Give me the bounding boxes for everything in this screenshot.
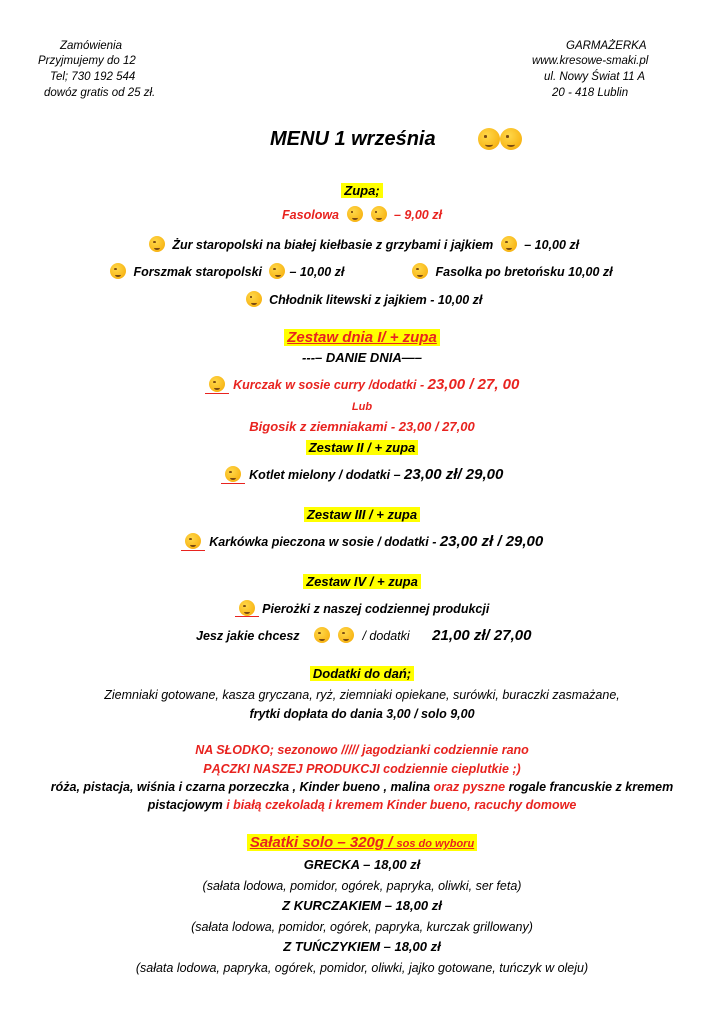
contact-line: Przyjmujemy do 12 — [38, 55, 136, 67]
sweet-more: i białą czekoladą i kremem Kinder bueno, racuchy domowe — [222, 798, 577, 812]
shop-name: GARMAŻERKA — [566, 40, 647, 52]
set4-dodatki: / dodatki — [362, 629, 410, 643]
wink-emoji-icon — [501, 236, 517, 252]
salad-chicken: Z KURCZAKIEM – 18,00 zł — [282, 898, 442, 913]
set3-price: 23,00 zł / 29,00 — [439, 533, 544, 550]
wink-emoji-icon — [185, 533, 201, 549]
soup-chlodnik: Chłodnik litewski z jajkiem - 10,00 zł — [269, 293, 483, 307]
wink-emoji-icon — [478, 128, 500, 150]
salads-heading: Sałatki solo – 320g / — [249, 834, 397, 851]
soup-forszmak-price: – 10,00 zł — [289, 265, 345, 279]
sweet-line: PĄCZKI NASZEJ PRODUKCJI codziennie cieplutkie ;) — [203, 762, 521, 776]
salad-tuna-desc: (sałata lodowa, papryka, ogórek, pomidor, oliwki, jajko gotowane, tuńczyk w oleju) — [135, 961, 589, 975]
set4-price: 21,00 zł/ 27,00 — [432, 627, 532, 644]
sweet-flavours: róża, pistacja, wiśnia i czarna porzeczka , Kinder bueno , malina — [50, 780, 434, 794]
wink-emoji-icon — [338, 627, 354, 643]
set1-item1: Kurczak w sosie curry /dodatki - — [233, 378, 428, 392]
danie-dnia-heading: ---– DANIE DNIA—– — [302, 350, 422, 365]
wink-emoji-icon — [314, 627, 330, 643]
website-link[interactable]: www.kresowe-smaki.pl — [532, 55, 649, 67]
page-title: MENU 1 września — [270, 128, 436, 150]
wink-emoji-icon — [209, 376, 225, 392]
wink-emoji-icon — [225, 466, 241, 482]
or-label: Lub — [351, 401, 373, 413]
wink-emoji-icon — [371, 206, 387, 222]
set1-item2: Bigosik z ziemniakami - 23,00 / 27,00 — [249, 419, 475, 434]
sweet-croissants: rogale francuskie z kremem — [505, 780, 674, 794]
set4-heading: Zestaw IV / + zupa — [303, 574, 421, 589]
extras-heading: Dodatki do dań; — [310, 666, 414, 681]
wink-emoji-icon — [500, 128, 522, 150]
set2-price: 23,00 zł/ 29,00 — [404, 466, 504, 483]
salad-greek-desc: (sałata lodowa, pomidor, ogórek, papryka, oliwki, ser feta) — [202, 879, 522, 893]
wink-emoji-icon — [246, 291, 262, 307]
extras-line: frytki dopłata do dania 3,00 / solo 9,00 — [249, 707, 475, 721]
soup-zur-price: – 10,00 zł — [524, 238, 580, 252]
wink-emoji-icon — [269, 263, 285, 279]
set3-heading: Zestaw III / + zupa — [304, 507, 420, 522]
wink-emoji-icon — [347, 206, 363, 222]
salads-sauce-note: sos do wyboru — [396, 838, 475, 850]
set2-heading: Zestaw II / + zupa — [306, 440, 419, 455]
salad-chicken-desc: (sałata lodowa, pomidor, ogórek, papryka, kurczak grillowany) — [191, 920, 533, 934]
set1-heading: Zestaw dnia I/ + zupa — [284, 329, 440, 346]
salad-greek: GRECKA – 18,00 zł — [303, 857, 421, 872]
soup-fasolka: Fasolka po bretońsku 10,00 zł — [435, 265, 613, 279]
address-city: 20 - 418 Lublin — [552, 87, 629, 99]
set2-item: Kotlet mielony / dodatki – — [249, 468, 405, 482]
soup-fasolowa-price: – 9,00 zł — [393, 208, 442, 222]
contact-phone: Tel; 730 192 544 — [50, 71, 136, 83]
extras-line: Ziemniaki gotowane, kasza gryczana, ryż, ziemniaki opiekane, surówki, buraczki zasmażane, — [104, 688, 620, 702]
wink-emoji-icon — [412, 263, 428, 279]
soup-heading: Zupa; — [341, 183, 382, 198]
address-street: ul. Nowy Świat 11 A — [544, 71, 645, 83]
set1-item1-price: 23,00 / 27, 00 — [427, 376, 520, 393]
soup-fasolowa: Fasolowa — [282, 208, 340, 222]
sweet-line: NA SŁODKO; sezonowo ///// jagodzianki codziennie rano — [195, 743, 529, 757]
contact-line: Zamówienia — [60, 40, 122, 52]
salad-tuna: Z TUŃCZYKIEM – 18,00 zł — [283, 939, 441, 954]
set4-item: Pierożki z naszej codziennej produkcji — [262, 602, 490, 616]
set3-item: Karkówka pieczona w sosie / dodatki - — [209, 535, 440, 549]
set4-jesz: Jesz jakie chcesz — [196, 629, 300, 643]
wink-emoji-icon — [149, 236, 165, 252]
soup-forszmak: Forszmak staropolski — [133, 265, 262, 279]
contact-line: dowóz gratis od 25 zł. — [44, 87, 156, 99]
sweet-pistachio: pistacjowym — [147, 798, 223, 812]
soup-zur: Żur staropolski na białej kiełbasie z grzybami i jajkiem — [172, 238, 494, 252]
sweet-highlight: oraz pyszne — [433, 780, 506, 794]
wink-emoji-icon — [110, 263, 126, 279]
wink-emoji-icon — [239, 600, 255, 616]
title-emoji-group — [478, 128, 522, 151]
